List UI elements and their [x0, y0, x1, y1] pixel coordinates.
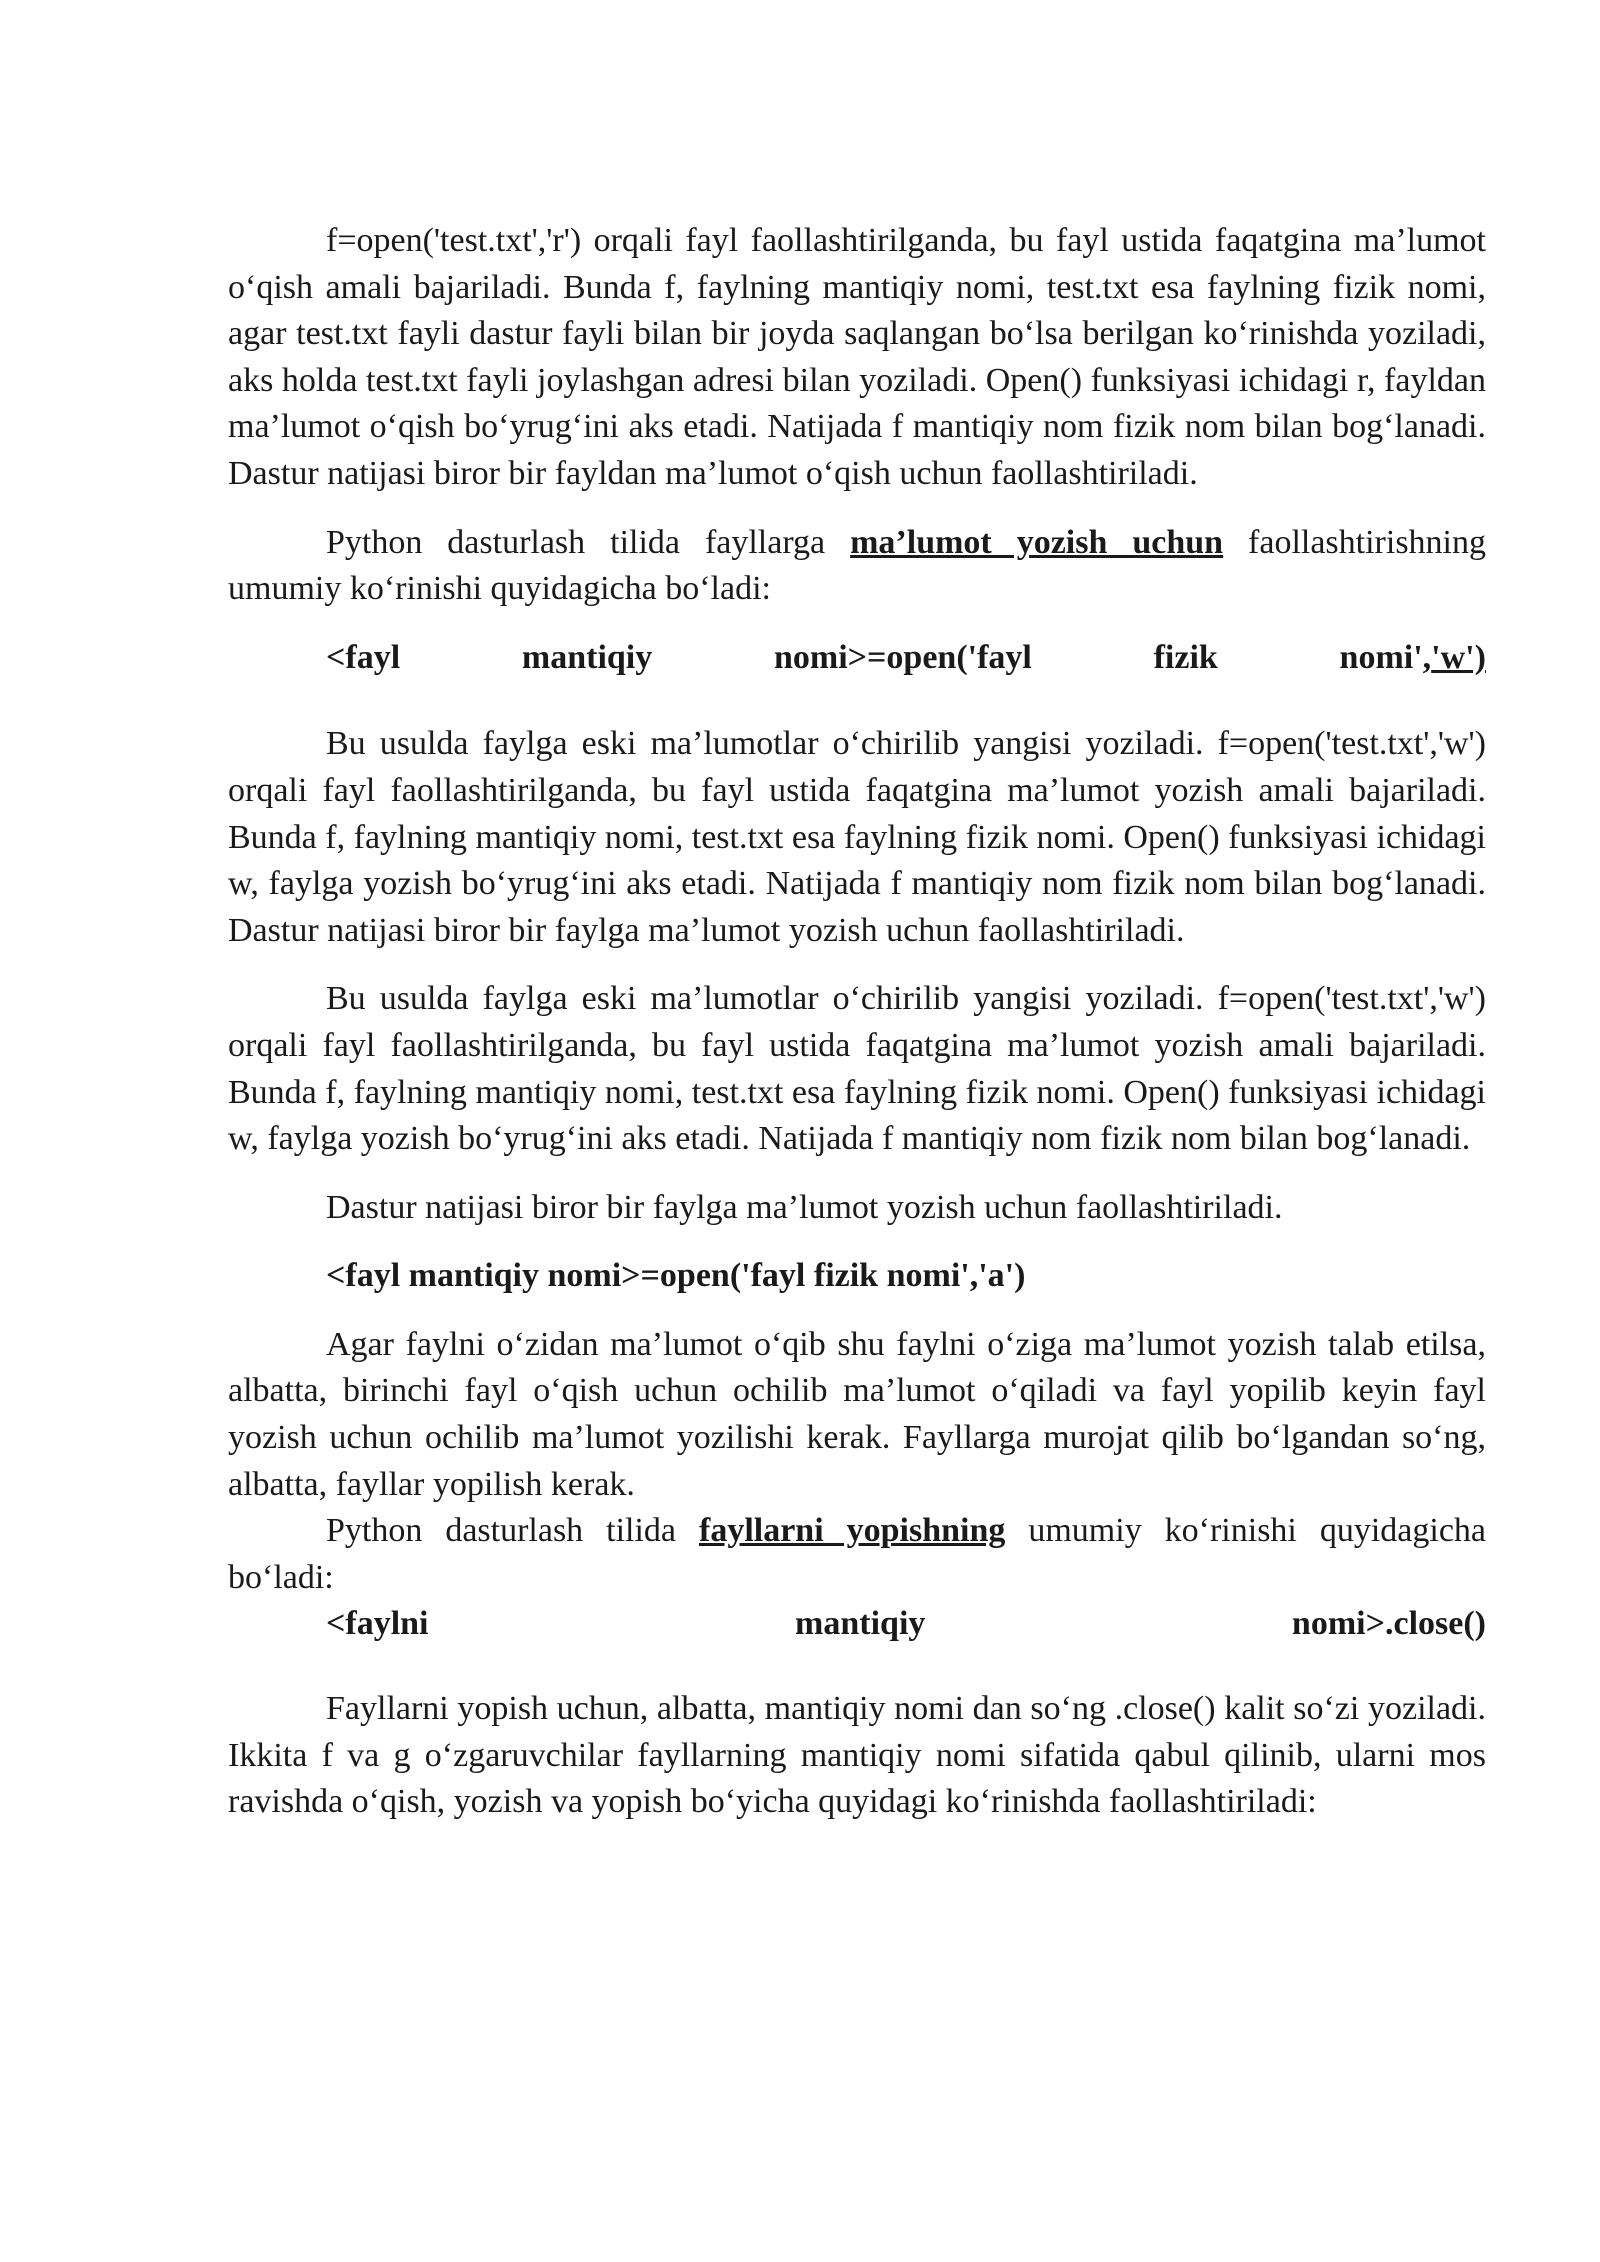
emphasis-close: fayllarni yopishning: [699, 1512, 1006, 1550]
paragraph-read-write-same-file: Agar faylni o‘zidan ma’lumot o‘qib shu faylni o‘ziga ma’lumot yozish talab etilsa, albatta, birinchi fayl o‘qish uchun ochilib ma’lumot o‘qiladi va fayl yopilib keyin fayl yozish uchun ochilib ma’lumot yozilishi kerak. Fayllarga murojat qilib bo‘lgandan so‘ng, albatta, fayllar yopilish kerak.: [228, 1325, 1486, 1503]
paragraph-write-mode-1: Bu usulda faylga eski ma’lumotlar o‘chirilib yangisi yoziladi. f=open('test.txt','w') orqali fayl faollashtirilganda, bu fayl ustida faqatgina ma’lumot yozish amali bajariladi. Bunda f, faylning mantiqiy nomi, test.txt esa faylning fizik nomi. Open() funksiyasi ichidagi w, faylga yozish bo‘yrug‘ini aks etadi. Natijada f mantiqiy nom fizik nom bilan bog‘lanadi. Dastur natijasi biror bir faylga ma’lumot yozish uchun faollashtiriladi.: [228, 725, 1486, 949]
formula-word: nomi>=open('fayl: [773, 638, 1032, 676]
paragraph-write-result: Dastur natijasi biror bir faylga ma’lumot yozish uchun faollashtiriladi.: [326, 1188, 1283, 1226]
formula-open-write: [228, 635, 1486, 682]
formula-open-append: <fayl mantiqiy nomi>=open('fayl fizik nomi','a'): [326, 1257, 1026, 1295]
formula-word: nomi>.close(): [1291, 1605, 1486, 1643]
text-segment: Python dasturlash tilida fayllarga: [326, 523, 851, 561]
text-segment: umumiy ko‘rinishi quyidagicha bo‘ladi:: [228, 1512, 1487, 1596]
formula-word: [1340, 635, 1486, 682]
text-segment: faollashtirishning umumiy ko‘rinishi quyidagicha bo‘ladi:: [228, 523, 1486, 608]
document-page: [228, 218, 1486, 1826]
paragraph-read-mode: f=open('test.txt','r') orqali fayl faollashtirilganda, bu fayl ustida faqatgina ma’lumot o‘qish amali bajariladi. Bunda f, faylning mantiqiy nomi, test.txt esa faylning fizik nomi, agar test.txt fayli dastur fayli bilan bir joyda saqlangan bo‘lsa berilgan ko‘rinishda yoziladi, aks holda test.txt fayli joylashgan adresi bilan yoziladi. Open() funksiyasi ichidagi r, fayldan ma’lumot o‘qish bo‘yrug‘ini aks etadi. Natijada f mantiqiy nom fizik nom bilan bog‘lanadi. Dastur natijasi biror bir fayldan ma’lumot o‘qish uchun faollashtiriladi.: [228, 222, 1486, 492]
text-segment: Python dasturlash tilida: [326, 1512, 699, 1550]
formula-mode-w: 'w'): [1431, 638, 1486, 676]
formula-word: mantiqiy: [521, 638, 653, 676]
formula-word: fizik: [1153, 638, 1218, 676]
formula-close: [228, 1601, 1486, 1648]
paragraph-close-explanation: Fayllarni yopish uchun, albatta, mantiqiy nomi dan so‘ng .close() kalit so‘zi yoziladi. Ikkita f va g o‘zgaruvchilar fayllarning mantiqiy nomi sifatida qabul qilinib, ularni mos ravishda o‘qish, yozish va yopish bo‘yicha quyidagi ko‘rinishda faollashtiriladi:: [228, 1690, 1486, 1821]
formula-word-part: nomi',: [1339, 638, 1432, 676]
paragraph-close-intro: [228, 1508, 1486, 1601]
paragraph-write-mode-2: Bu usulda faylga eski ma’lumotlar o‘chirilib yangisi yoziladi. f=open('test.txt','w') orqali fayl faollashtirilganda, bu fayl ustida faqatgina ma’lumot yozish amali bajariladi. Bunda f, faylning mantiqiy nomi, test.txt esa faylning fizik nomi. Open() funksiyasi ichidagi w, faylga yozish bo‘yrug‘ini aks etadi. Natijada f mantiqiy nom fizik nom bilan bog‘lanadi.: [228, 980, 1486, 1158]
emphasis-write: ma’lumot yozish uchun: [850, 523, 1224, 561]
formula-word: <faylni: [326, 1605, 429, 1643]
formula-word: mantiqiy: [795, 1605, 926, 1643]
paragraph-write-intro: [228, 520, 1486, 613]
formula-word: <fayl: [326, 638, 401, 676]
